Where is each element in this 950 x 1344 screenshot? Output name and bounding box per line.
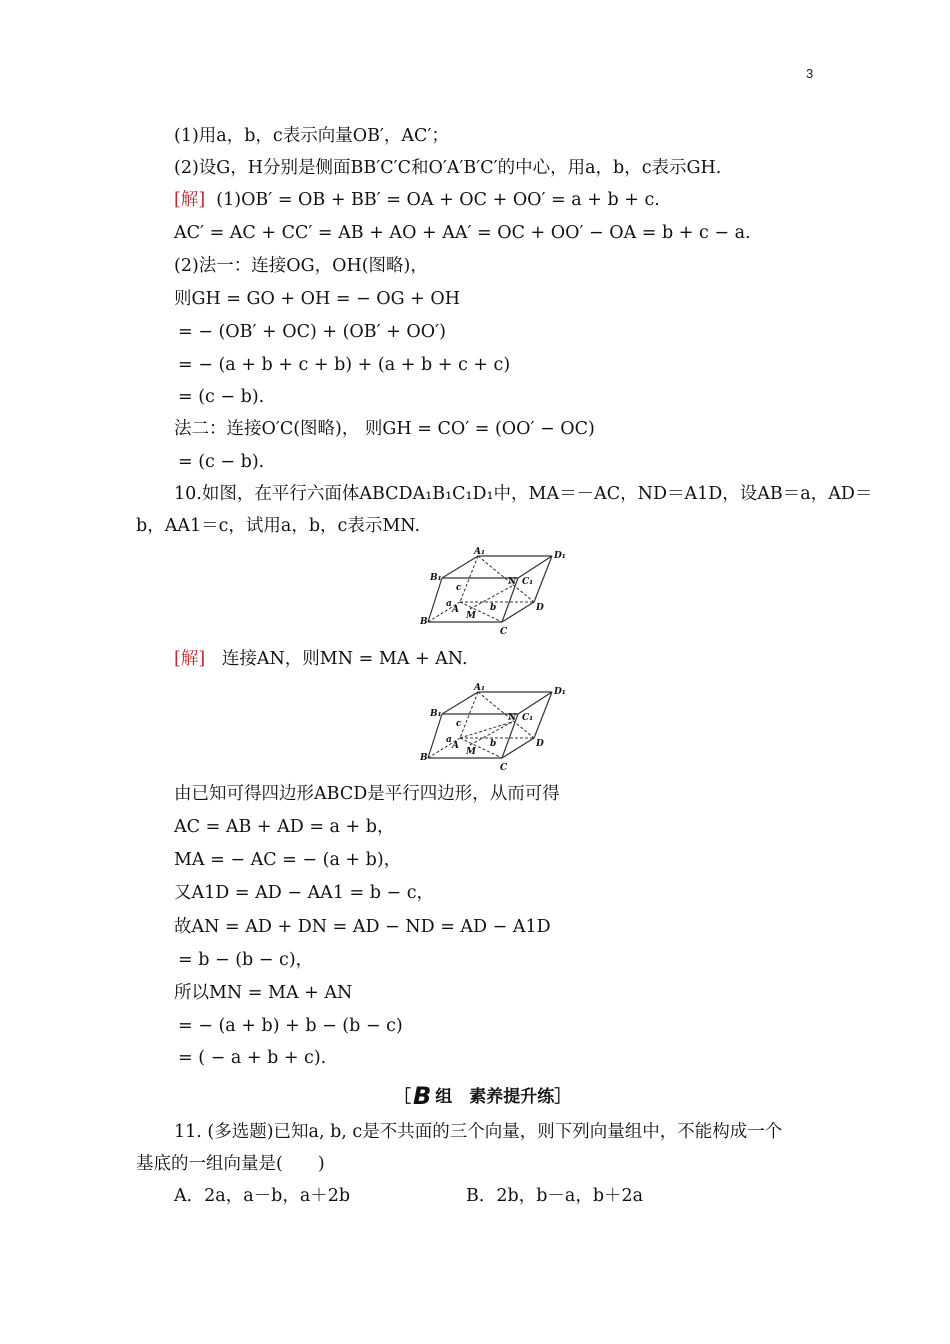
page-number: 3 [806,66,814,81]
math-line: = (c − b). [178,452,265,472]
svg-text:c: c [456,583,462,593]
solution-line [174,648,468,670]
solution-text: 连接AN，则MN = MA + AN. [221,649,468,669]
q11-text: 基底的一组向量是( ) [136,1154,325,1174]
svg-text:b: b [490,603,497,613]
svg-text:B₁: B₁ [430,573,442,583]
q10-text: 10.如图，在平行六面体ABCDA₁B₁C₁D₁中，MA＝－AC，ND＝A1D，设AB＝a，AD＝ [174,484,873,504]
section-title: 组 素养提升练 [435,1087,555,1107]
svg-text:a: a [446,599,452,609]
q9-part1: (1)用a，b，c表示向量OB′，AC′； [174,126,449,146]
svg-text:C₁: C₁ [522,713,534,723]
svg-text:A: A [452,741,459,751]
svg-text:M: M [466,611,476,621]
solution-label: [解] [174,649,206,669]
q10-text: b，AA1＝c，试用a，b，c表示MN. [136,516,421,536]
svg-text:B: B [420,753,428,763]
solution-label: [解] [174,190,206,210]
math-line: = (c − b). [178,387,265,407]
svg-text:D: D [536,739,544,749]
bracket-open: ［ [394,1087,411,1107]
math-line: = − (OB′ + OC) + (OB′ + OO′) [178,322,446,342]
svg-text:B₁: B₁ [430,709,442,719]
group-letter: B [413,1082,432,1110]
svg-text:N: N [508,577,517,587]
math-line: 法二：连接O′C(图略)， 则GH = CO′ = (OO′ − OC) [174,419,595,439]
svg-text:C: C [500,627,508,637]
math-line: MA = − AC = − (a + b)， [174,850,402,870]
svg-text:c: c [456,719,462,729]
svg-text:C: C [500,763,508,773]
math-line: 故AN = AD + DN = AD − ND = AD − A1D [174,917,551,937]
svg-text:C₁: C₁ [522,577,534,587]
math-line: 又A1D = AD − AA1 = b − c， [174,883,435,903]
svg-text:b: b [490,739,497,749]
parallelepiped-figure-solution [420,682,570,774]
svg-text:A₁: A₁ [474,683,485,693]
math-line: 所以MN = MA + AN [174,983,353,1003]
math-line: AC = AB + AD = a + b， [174,817,395,837]
svg-text:M: M [466,747,476,757]
option-b: B．2b，b－a，b＋2a [466,1186,644,1206]
solution-line [174,189,660,211]
math-line: 则GH = GO + OH = − OG + OH [174,289,460,309]
svg-text:B: B [420,617,428,627]
q9-part2: (2)设G，H分别是侧面BB′C′C和O′A′B′C′的中心，用a，b，c表示GH. [174,158,722,178]
parallelepiped-figure [420,546,570,638]
section-heading [394,1082,571,1110]
option-a: A．2a，a－b，a＋2b [174,1186,351,1206]
svg-text:N: N [508,713,517,723]
solution-text: (1)OB′ = OB + BB′ = OA + OC + OO′ = a + b + c. [216,190,660,210]
svg-text:D: D [536,603,544,613]
math-line: = ( − a + b + c). [178,1048,327,1068]
svg-text:D₁: D₁ [554,687,566,697]
math-line: = − (a + b + c + b) + (a + b + c + c) [178,355,511,375]
math-line: (2)法一：连接OG，OH(图略)， [174,256,428,276]
math-line: = b − (b − c)， [178,950,314,970]
math-line: AC′ = AC + CC′ = AB + AO + AA′ = OC + OO′ − OA = b + c − a. [174,223,751,243]
svg-text:a: a [446,735,452,745]
svg-text:A₁: A₁ [474,547,485,557]
math-line: 由已知可得四边形ABCD是平行四边形，从而可得 [174,784,560,804]
svg-text:D₁: D₁ [554,551,566,561]
q11-text: 11. (多选题)已知a, b, c是不共面的三个向量，则下列向量组中，不能构成一个 [174,1122,783,1142]
bracket-close: ］ [554,1087,572,1107]
math-line: = − (a + b) + b − (b − c) [178,1016,403,1036]
svg-text:A: A [452,605,459,615]
